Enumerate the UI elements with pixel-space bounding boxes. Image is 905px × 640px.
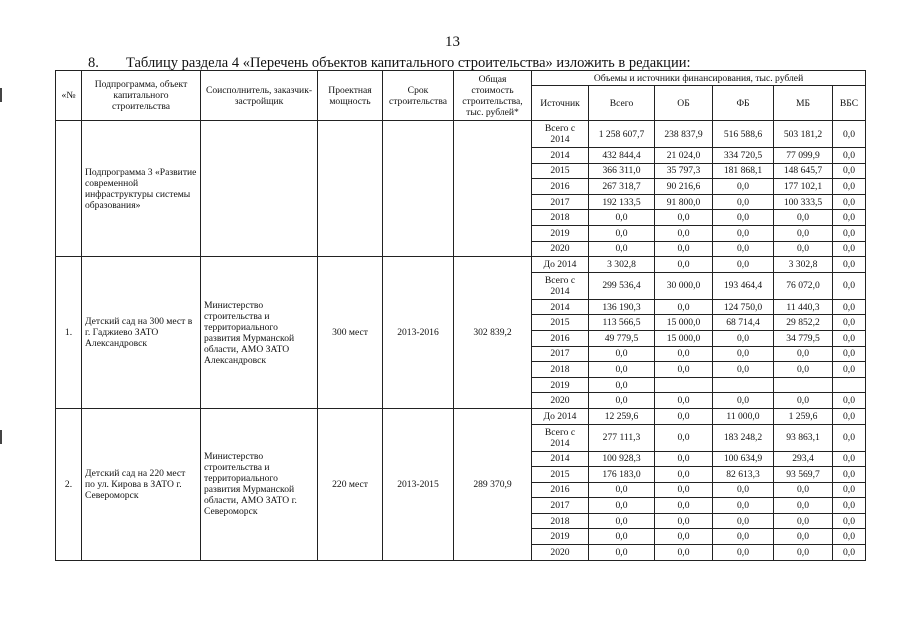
fb-cell: 334 720,5 xyxy=(713,148,774,164)
all-cell: 0,0 xyxy=(589,545,655,561)
ob-cell: 0,0 xyxy=(655,498,713,514)
ob-cell: 0,0 xyxy=(655,545,713,561)
ob-cell: 238 837,9 xyxy=(655,121,713,148)
period-cell xyxy=(383,121,454,257)
header-object: Подпрограмма, объект капитального строительства xyxy=(82,71,201,121)
mb-cell: 293,4 xyxy=(774,451,833,467)
mb-cell: 0,0 xyxy=(774,346,833,362)
source-cell: 2015 xyxy=(532,315,589,331)
all-cell: 0,0 xyxy=(589,346,655,362)
mb-cell: 76 072,0 xyxy=(774,272,833,299)
source-cell: 2017 xyxy=(532,194,589,210)
vbs-cell: 0,0 xyxy=(833,467,866,483)
vbs-cell: 0,0 xyxy=(833,498,866,514)
object-cell: Детский сад на 220 мест по ул. Кирова в ЗАТО г. Североморск xyxy=(82,408,201,560)
all-cell: 0,0 xyxy=(589,377,655,393)
source-cell: 2020 xyxy=(532,545,589,561)
ob-cell: 0,0 xyxy=(655,362,713,378)
mb-cell: 0,0 xyxy=(774,225,833,241)
source-cell: 2016 xyxy=(532,330,589,346)
header-financing: Объемы и источники финансирования, тыс. рублей xyxy=(532,71,866,86)
header-fb: ФБ xyxy=(713,86,774,121)
total-cost-cell: 302 839,2 xyxy=(454,257,532,409)
mb-cell: 1 259,6 xyxy=(774,408,833,424)
period-cell: 2013-2016 xyxy=(383,257,454,409)
fb-cell: 0,0 xyxy=(713,529,774,545)
vbs-cell: 0,0 xyxy=(833,513,866,529)
ob-cell: 0,0 xyxy=(655,393,713,409)
mb-cell: 503 181,2 xyxy=(774,121,833,148)
fb-cell: 0,0 xyxy=(713,346,774,362)
mb-cell: 0,0 xyxy=(774,545,833,561)
ob-cell: 0,0 xyxy=(655,529,713,545)
vbs-cell: 0,0 xyxy=(833,272,866,299)
mb-cell: 100 333,5 xyxy=(774,194,833,210)
header-total: Общая стоимость строительства, тыс. рублей* xyxy=(454,71,532,121)
mb-cell: 0,0 xyxy=(774,210,833,226)
source-cell: 2018 xyxy=(532,513,589,529)
fb-cell: 0,0 xyxy=(713,225,774,241)
header-ob: ОБ xyxy=(655,86,713,121)
source-cell: 2019 xyxy=(532,529,589,545)
ob-cell: 0,0 xyxy=(655,346,713,362)
fb-cell: 0,0 xyxy=(713,241,774,257)
capital-construction-table xyxy=(55,70,866,561)
ob-cell: 15 000,0 xyxy=(655,330,713,346)
fb-cell: 0,0 xyxy=(713,179,774,195)
vbs-cell: 0,0 xyxy=(833,210,866,226)
vbs-cell: 0,0 xyxy=(833,408,866,424)
object-cell: Подпрограмма 3 «Развитие современной инфраструктуры системы образования» xyxy=(82,121,201,257)
ob-cell: 0,0 xyxy=(655,482,713,498)
vbs-cell: 0,0 xyxy=(833,241,866,257)
vbs-cell: 0,0 xyxy=(833,148,866,164)
ob-cell: 0,0 xyxy=(655,225,713,241)
fb-cell: 0,0 xyxy=(713,545,774,561)
all-cell: 277 111,3 xyxy=(589,424,655,451)
vbs-cell: 0,0 xyxy=(833,179,866,195)
executor-cell: Министерство строительства и территориального развития Мурманской области, АМО ЗАТО Александровск xyxy=(201,257,318,409)
vbs-cell: 0,0 xyxy=(833,121,866,148)
ob-cell: 21 024,0 xyxy=(655,148,713,164)
mb-cell: 34 779,5 xyxy=(774,330,833,346)
source-cell: 2020 xyxy=(532,393,589,409)
source-cell: Всего с 2014 xyxy=(532,121,589,148)
source-cell: 2015 xyxy=(532,467,589,483)
fb-cell: 124 750,0 xyxy=(713,299,774,315)
vbs-cell: 0,0 xyxy=(833,346,866,362)
fb-cell: 0,0 xyxy=(713,194,774,210)
mb-cell: 93 863,1 xyxy=(774,424,833,451)
executor-cell xyxy=(201,121,318,257)
all-cell: 0,0 xyxy=(589,393,655,409)
vbs-cell: 0,0 xyxy=(833,330,866,346)
fb-cell: 181 868,1 xyxy=(713,163,774,179)
table-row xyxy=(56,257,866,273)
mb-cell: 0,0 xyxy=(774,513,833,529)
mb-cell: 0,0 xyxy=(774,241,833,257)
header-source: Источник xyxy=(532,86,589,121)
all-cell: 267 318,7 xyxy=(589,179,655,195)
source-cell: До 2014 xyxy=(532,257,589,273)
period-cell: 2013-2015 xyxy=(383,408,454,560)
all-cell: 0,0 xyxy=(589,362,655,378)
row-number-cell: 1. xyxy=(56,257,82,409)
fb-cell: 0,0 xyxy=(713,393,774,409)
header-all: Всего xyxy=(589,86,655,121)
executor-cell: Министерство строительства и территориального развития Мурманской области, АМО ЗАТО г. Североморск xyxy=(201,408,318,560)
vbs-cell: 0,0 xyxy=(833,482,866,498)
source-cell: 2014 xyxy=(532,148,589,164)
fb-cell: 0,0 xyxy=(713,482,774,498)
mb-cell: 0,0 xyxy=(774,498,833,514)
fb-cell: 100 634,9 xyxy=(713,451,774,467)
source-cell: 2016 xyxy=(532,482,589,498)
margin-mark-top xyxy=(0,88,2,102)
header-executor: Соисполнитель, заказчик-застройщик xyxy=(201,71,318,121)
header-mb: МБ xyxy=(774,86,833,121)
all-cell: 12 259,6 xyxy=(589,408,655,424)
source-cell: 2019 xyxy=(532,225,589,241)
all-cell: 100 928,3 xyxy=(589,451,655,467)
ob-cell: 35 797,3 xyxy=(655,163,713,179)
ob-cell: 90 216,6 xyxy=(655,179,713,195)
source-cell: 2018 xyxy=(532,210,589,226)
all-cell: 0,0 xyxy=(589,210,655,226)
all-cell: 0,0 xyxy=(589,513,655,529)
header-capacity: Проектная мощность xyxy=(318,71,383,121)
fb-cell: 0,0 xyxy=(713,330,774,346)
vbs-cell: 0,0 xyxy=(833,315,866,331)
fb-cell: 0,0 xyxy=(713,210,774,226)
vbs-cell: 0,0 xyxy=(833,225,866,241)
table-row xyxy=(56,408,866,424)
table-body xyxy=(56,121,866,561)
capacity-cell xyxy=(318,121,383,257)
row-number-cell: 2. xyxy=(56,408,82,560)
ob-cell: 0,0 xyxy=(655,241,713,257)
ob-cell: 15 000,0 xyxy=(655,315,713,331)
vbs-cell: 0,0 xyxy=(833,299,866,315)
object-cell: Детский сад на 300 мест в г. Гаджиево ЗАТО Александровск xyxy=(82,257,201,409)
header-num: «№ xyxy=(56,71,82,121)
mb-cell: 0,0 xyxy=(774,529,833,545)
fb-cell: 11 000,0 xyxy=(713,408,774,424)
all-cell: 176 183,0 xyxy=(589,467,655,483)
header-vbs: ВБС xyxy=(833,86,866,121)
source-cell: 2014 xyxy=(532,451,589,467)
ob-cell xyxy=(655,377,713,393)
ob-cell: 0,0 xyxy=(655,424,713,451)
vbs-cell: 0,0 xyxy=(833,424,866,451)
ob-cell: 0,0 xyxy=(655,513,713,529)
mb-cell: 0,0 xyxy=(774,482,833,498)
all-cell: 0,0 xyxy=(589,225,655,241)
mb-cell: 29 852,2 xyxy=(774,315,833,331)
source-cell: 2016 xyxy=(532,179,589,195)
all-cell: 366 311,0 xyxy=(589,163,655,179)
total-cost-cell: 289 370,9 xyxy=(454,408,532,560)
all-cell: 0,0 xyxy=(589,529,655,545)
mb-cell: 148 645,7 xyxy=(774,163,833,179)
fb-cell: 0,0 xyxy=(713,498,774,514)
mb-cell: 11 440,3 xyxy=(774,299,833,315)
table-row xyxy=(56,121,866,148)
vbs-cell: 0,0 xyxy=(833,451,866,467)
ob-cell: 0,0 xyxy=(655,257,713,273)
source-cell: 2015 xyxy=(532,163,589,179)
source-cell: 2020 xyxy=(532,241,589,257)
source-cell: 2019 xyxy=(532,377,589,393)
capacity-cell: 220 мест xyxy=(318,408,383,560)
mb-cell: 3 302,8 xyxy=(774,257,833,273)
capacity-cell: 300 мест xyxy=(318,257,383,409)
mb-cell: 0,0 xyxy=(774,393,833,409)
ob-cell: 0,0 xyxy=(655,299,713,315)
all-cell: 0,0 xyxy=(589,241,655,257)
ob-cell: 91 800,0 xyxy=(655,194,713,210)
ob-cell: 30 000,0 xyxy=(655,272,713,299)
row-number-cell xyxy=(56,121,82,257)
ob-cell: 0,0 xyxy=(655,467,713,483)
ob-cell: 0,0 xyxy=(655,408,713,424)
fb-cell: 183 248,2 xyxy=(713,424,774,451)
fb-cell: 0,0 xyxy=(713,362,774,378)
fb-cell: 0,0 xyxy=(713,513,774,529)
all-cell: 49 779,5 xyxy=(589,330,655,346)
mb-cell: 93 569,7 xyxy=(774,467,833,483)
fb-cell: 0,0 xyxy=(713,257,774,273)
all-cell: 192 133,5 xyxy=(589,194,655,210)
source-cell: Всего с 2014 xyxy=(532,272,589,299)
all-cell: 3 302,8 xyxy=(589,257,655,273)
all-cell: 113 566,5 xyxy=(589,315,655,331)
vbs-cell: 0,0 xyxy=(833,529,866,545)
mb-cell xyxy=(774,377,833,393)
header-period: Срок строительства xyxy=(383,71,454,121)
all-cell: 299 536,4 xyxy=(589,272,655,299)
ob-cell: 0,0 xyxy=(655,210,713,226)
heading-number: 8. xyxy=(88,55,99,71)
fb-cell: 82 613,3 xyxy=(713,467,774,483)
all-cell: 136 190,3 xyxy=(589,299,655,315)
all-cell: 0,0 xyxy=(589,482,655,498)
all-cell: 432 844,4 xyxy=(589,148,655,164)
source-cell: 2014 xyxy=(532,299,589,315)
source-cell: Всего с 2014 xyxy=(532,424,589,451)
margin-mark-bottom xyxy=(0,430,2,444)
fb-cell: 516 588,6 xyxy=(713,121,774,148)
source-cell: 2018 xyxy=(532,362,589,378)
ob-cell: 0,0 xyxy=(655,451,713,467)
vbs-cell: 0,0 xyxy=(833,362,866,378)
mb-cell: 177 102,1 xyxy=(774,179,833,195)
vbs-cell: 0,0 xyxy=(833,163,866,179)
all-cell: 1 258 607,7 xyxy=(589,121,655,148)
fb-cell: 68 714,4 xyxy=(713,315,774,331)
heading-text: Таблицу раздела 4 «Перечень объектов капитального строительства» изложить в редакции: xyxy=(126,55,691,71)
vbs-cell: 0,0 xyxy=(833,257,866,273)
vbs-cell: 0,0 xyxy=(833,545,866,561)
total-cost-cell xyxy=(454,121,532,257)
fb-cell xyxy=(713,377,774,393)
vbs-cell xyxy=(833,377,866,393)
page-number: 13 xyxy=(445,34,460,50)
vbs-cell: 0,0 xyxy=(833,194,866,210)
source-cell: 2017 xyxy=(532,346,589,362)
source-cell: 2017 xyxy=(532,498,589,514)
vbs-cell: 0,0 xyxy=(833,393,866,409)
source-cell: До 2014 xyxy=(532,408,589,424)
mb-cell: 77 099,9 xyxy=(774,148,833,164)
all-cell: 0,0 xyxy=(589,498,655,514)
header-row-1 xyxy=(56,71,866,86)
mb-cell: 0,0 xyxy=(774,362,833,378)
fb-cell: 193 464,4 xyxy=(713,272,774,299)
